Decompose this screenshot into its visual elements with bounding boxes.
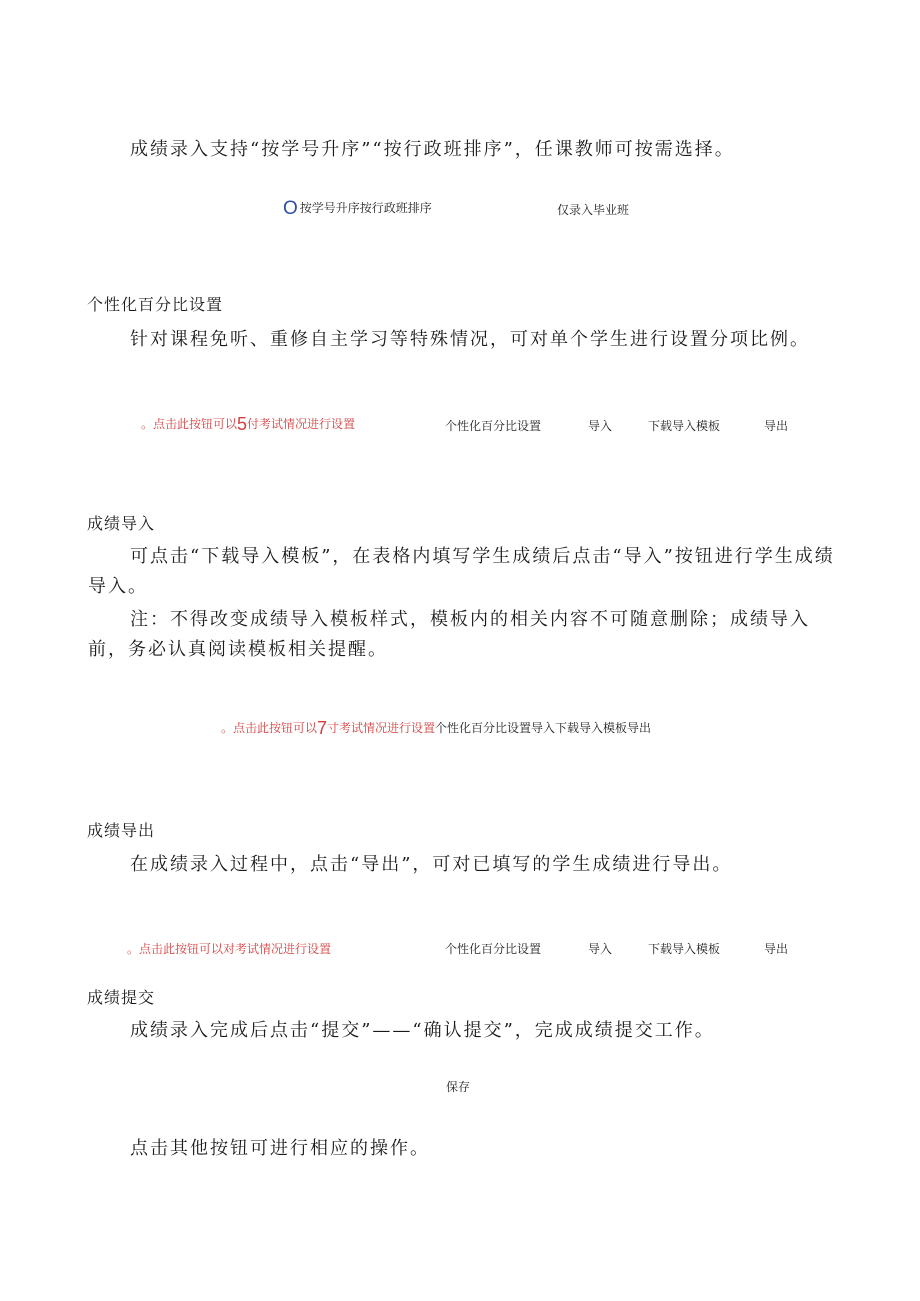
submit-heading: 成绩提交 (87, 988, 156, 1007)
hint-suffix: 寸考试情况进行设置 (327, 721, 436, 735)
hint-suffix: 付考试情况进行设置 (247, 417, 356, 431)
import-note: 注：不得改变成绩导入模板样式，模板内的相关内容不可随意删除；成绩导入前，务必认真阅读模板相关提醒。 (88, 609, 810, 660)
export-button[interactable]: 导出 (764, 419, 789, 433)
toolbar-buttons-text[interactable]: 个性化百分比设置导入下载导入模板导出 (435, 721, 652, 735)
export-button[interactable]: 导出 (764, 942, 789, 956)
export-heading: 成绩导出 (87, 821, 156, 840)
download-template-button[interactable]: 下载导入模板 (648, 942, 721, 956)
import-button[interactable]: 导入 (588, 942, 613, 956)
percent-setting-button[interactable]: 个性化百分比设置 (445, 942, 542, 956)
export-desc: 在成绩录入过程中，点击“导出”，可对已填写的学生成绩进行导出。 (130, 854, 733, 875)
hint-number: 5 (237, 414, 248, 434)
sort-option-group[interactable] (283, 198, 432, 220)
save-button[interactable]: 保存 (446, 1080, 471, 1094)
import-desc: 可点击“下载导入模板”，在表格内填写学生成绩后点击“导入”按钮进行学生成绩导入。 (88, 546, 835, 597)
sort-options-label[interactable]: 按学号升序按行政班排序 (299, 201, 432, 215)
hint-prefix: 。点击此按钮可以 (221, 721, 318, 735)
hint-number: 7 (317, 718, 328, 738)
percent-heading: 个性化百分比设置 (87, 295, 224, 314)
import-heading: 成绩导入 (87, 514, 156, 533)
percent-desc: 针对课程免听、重修自主学习等特殊情况，可对单个学生进行设置分项比例。 (130, 329, 810, 350)
submit-desc: 成绩录入完成后点击“提交”——“确认提交”，完成成绩提交工作。 (130, 1020, 715, 1041)
export-hint-text: 。点击此按钮可以对考试情况进行设置 (127, 942, 332, 956)
hint-prefix: 。点击此按钮可以 (141, 417, 238, 431)
import-toolbar-row (221, 718, 651, 739)
closing-text: 点击其他按钮可进行相应的操作。 (130, 1138, 430, 1159)
import-button[interactable]: 导入 (588, 419, 613, 433)
percent-setting-button[interactable]: 个性化百分比设置 (445, 419, 542, 433)
radio-circle-icon[interactable]: O (283, 198, 298, 219)
download-template-button[interactable]: 下载导入模板 (648, 419, 721, 433)
graduating-only-option[interactable]: 仅录入毕业班 (557, 203, 630, 217)
sort-intro-text: 成绩录入支持“按学号升序”“按行政班排序”，任课教师可按需选择。 (130, 139, 735, 160)
percent-hint-text (141, 414, 355, 435)
